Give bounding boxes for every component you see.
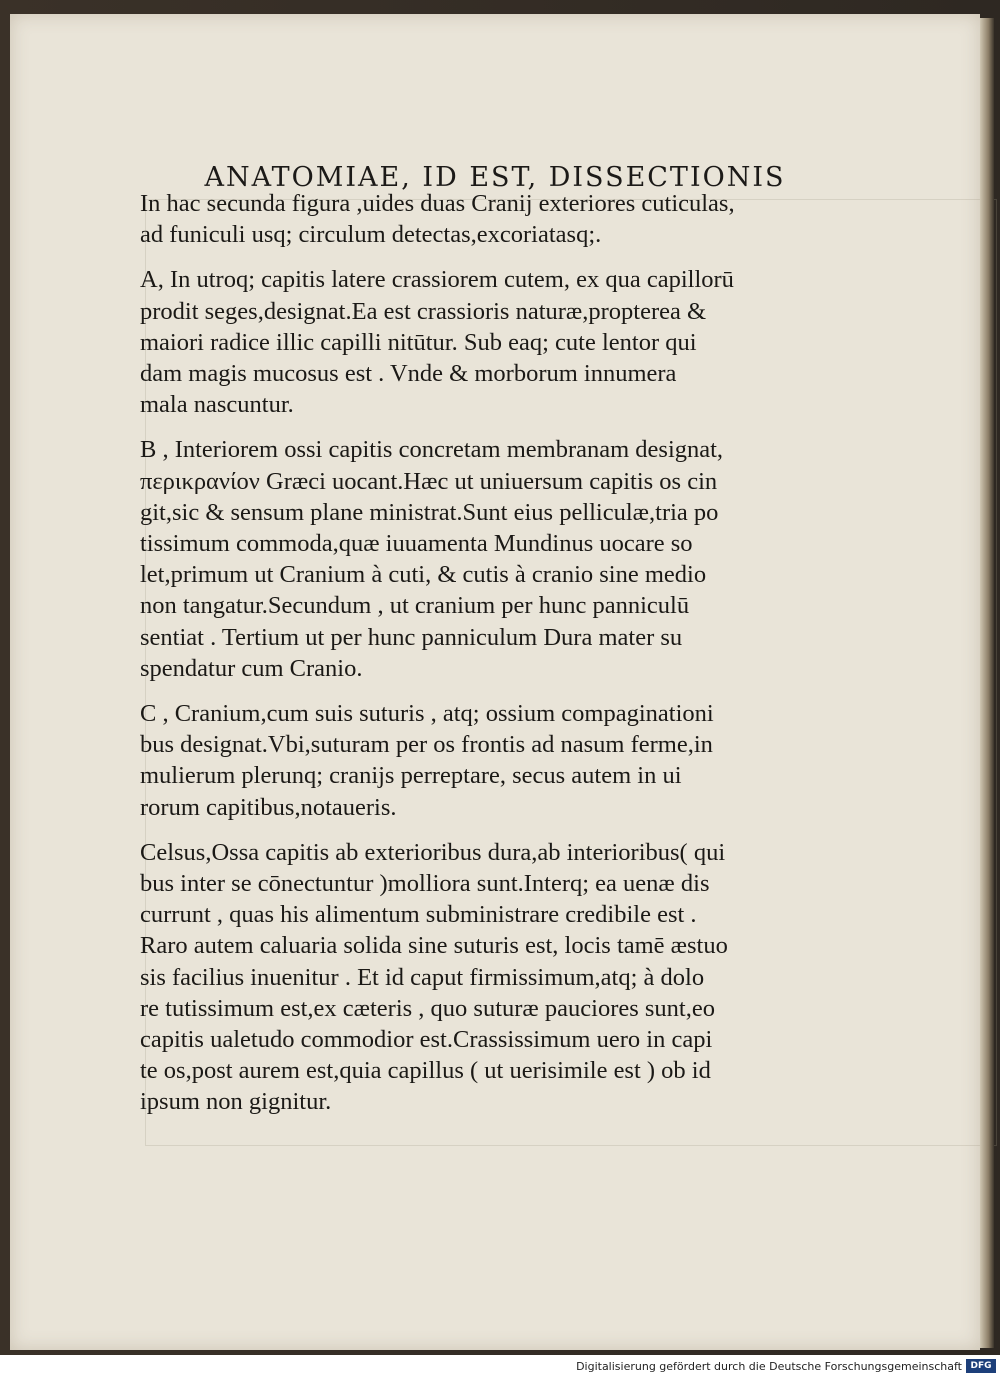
- text-line: prodit seges,designat.Ea est crassioris naturæ,propterea &: [140, 297, 707, 325]
- text-line: dam magis mucosus est . Vnde & morborum innumera: [140, 360, 677, 388]
- text-line: Raro autem caluaria solida sine suturis est, locis tamē æstuo: [140, 932, 728, 960]
- text-line: git,sic & sensum plane ministrat.Sunt eius pelliculæ,tria po: [140, 498, 719, 526]
- footer-credit: Digitalisierung gefördert durch die Deutsche Forschungsgemeinschaft: [576, 1360, 962, 1373]
- text-line: re tutissimum est,ex cæteris , quo suturæ pauciores sunt,eo: [140, 994, 715, 1022]
- dfg-logo: DFG: [966, 1359, 996, 1373]
- text-line: C , Cranium,cum suis suturis , atq; ossium compaginationi: [140, 700, 714, 728]
- page-edge: [980, 18, 994, 1348]
- text-line: spendatur cum Cranio.: [140, 654, 363, 682]
- text-line: currunt , quas his alimentum subministrare credibile est .: [140, 901, 697, 929]
- paragraph-a: [140, 264, 840, 420]
- text-line: A, In utroq; capitis latere crassiorem cutem, ex qua capillorū: [140, 266, 734, 294]
- text-line: B , Interiorem ossi capitis concretam membranam designat,: [140, 436, 724, 464]
- text-line: tissimum commoda,quæ iuuamenta Mundinus uocare so: [140, 530, 693, 558]
- text-line: non tangatur.Secundum , ut cranium per hunc panniculū: [140, 592, 690, 620]
- text-line: mulierum plerunq; cranijs perreptare, secus autem in ui: [140, 762, 682, 790]
- intro-paragraph: [140, 188, 840, 250]
- paragraph-celsus: [140, 837, 840, 1118]
- paragraph-c: [140, 698, 840, 823]
- text-line: sis facilius inuenitur . Et id caput firmissimum,atq; à dolo: [140, 963, 705, 991]
- body-text: [140, 188, 840, 1118]
- text-line: περικρανίον Græci uocant.Hæc ut uniuersum capitis os cin: [140, 467, 718, 495]
- running-head: ANATOMIAE, ID EST, DISSECTIONIS: [204, 162, 786, 193]
- text-line: Celsus,Ossa capitis ab exterioribus dura,ab interioribus( qui: [140, 838, 726, 866]
- text-line: bus designat.Vbi,suturam per os frontis ad nasum ferme,in: [140, 731, 713, 759]
- text-line: te os,post aurem est,quia capillus ( ut uerisimile est ) ob id: [140, 1057, 711, 1085]
- paragraph-b: [140, 434, 840, 684]
- digitization-footer: [0, 1355, 1000, 1377]
- text-line: rorum capitibus,notaueris.: [140, 793, 397, 821]
- text-line: mala nascuntur.: [140, 391, 294, 419]
- text-line: capitis ualetudo commodior est.Crassissimum uero in capi: [140, 1026, 713, 1054]
- text-line: maiori radice illic capilli nitūtur. Sub eaq; cute lentor qui: [140, 328, 697, 356]
- text-line: sentiat . Tertium ut per hunc panniculum Dura mater su: [140, 623, 683, 651]
- text-line: In hac secunda figura ,uides duas Cranij exteriores cuticulas,: [140, 190, 735, 217]
- text-line: ad funiculi usq; circulum detectas,excoriatasq;.: [140, 221, 602, 249]
- text-line: ipsum non gignitur.: [140, 1088, 332, 1116]
- text-line: let,primum ut Cranium à cuti, & cutis à cranio sine medio: [140, 561, 707, 589]
- text-line: bus inter se cōnectuntur )molliora sunt.Interq; ea uenæ dis: [140, 870, 710, 898]
